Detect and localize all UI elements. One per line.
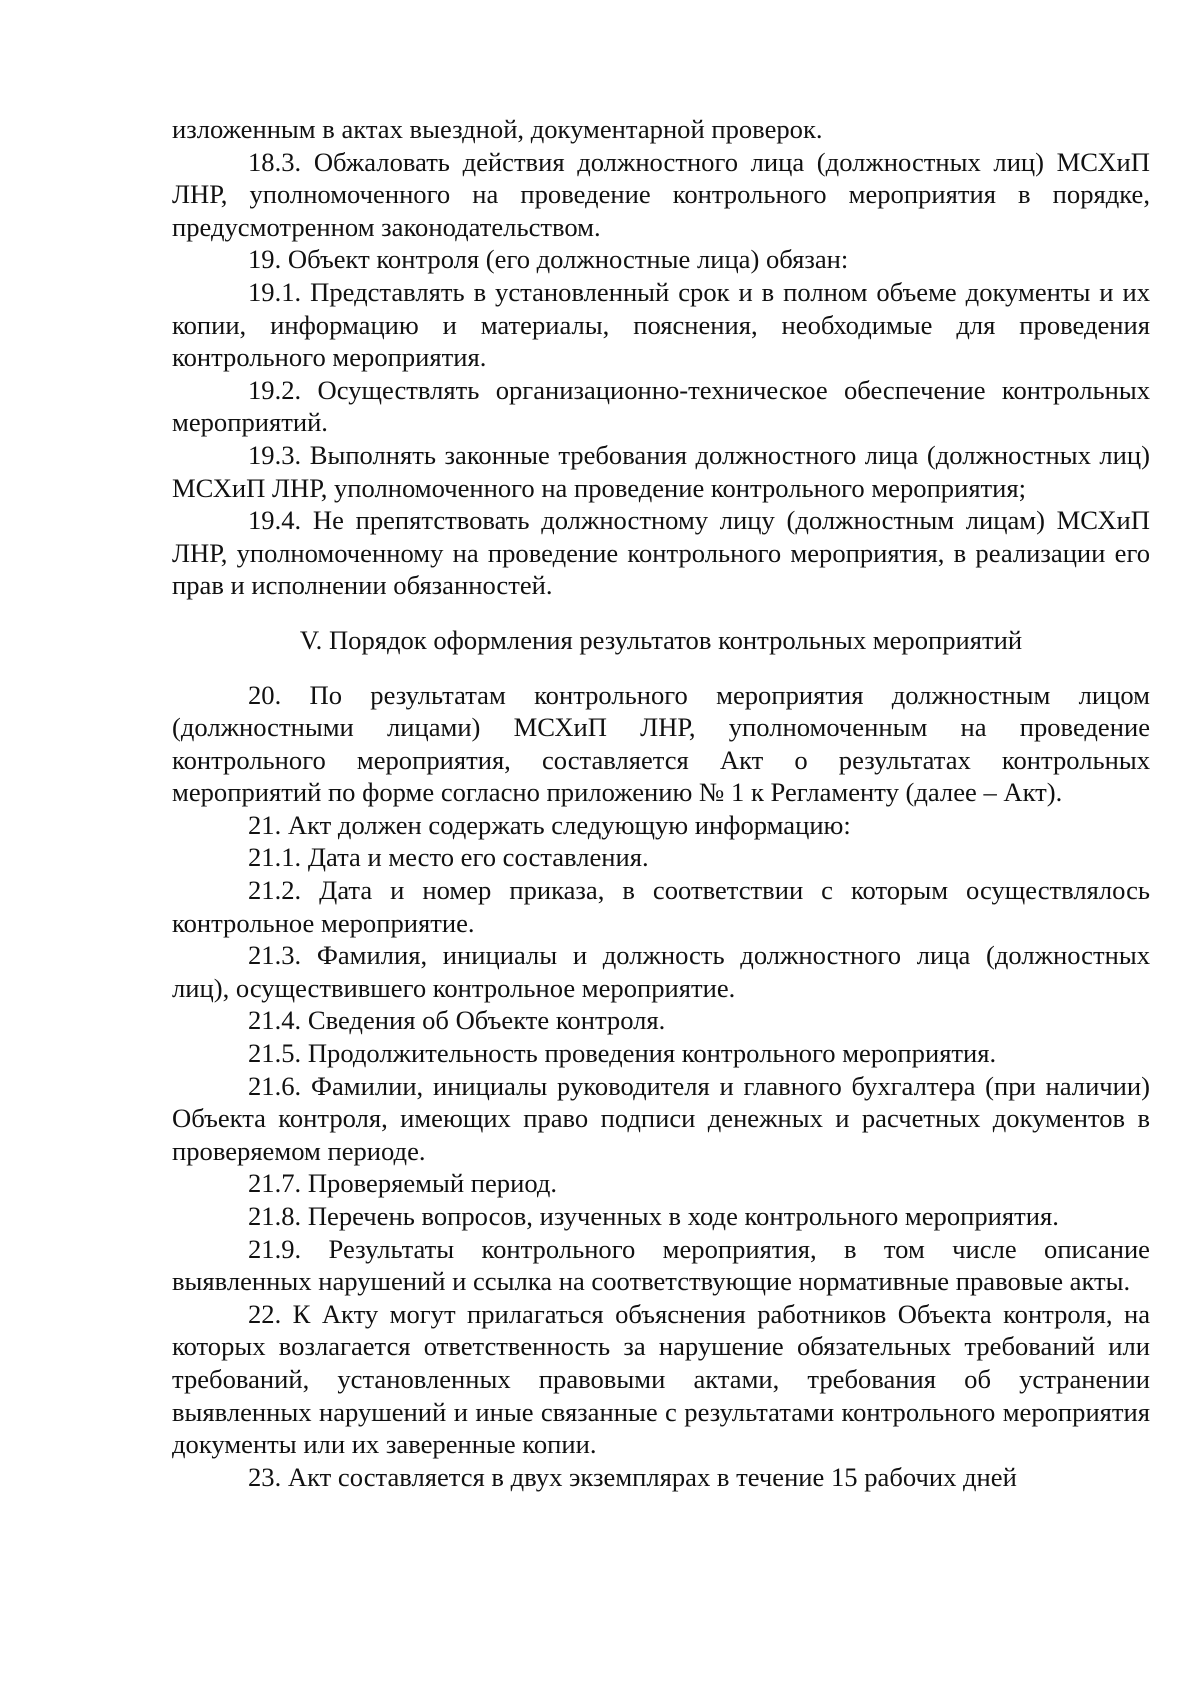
paragraph-22: 22. К Акту могут прилагаться объяснения работников Объекта контроля, на которых возлагается ответственность за нарушение обязательных требований или требований, установленных правовыми актами, требования об устранении выявленных нарушений и иные связанные с результатами контрольного мероприятия документы или их заверенные копии.	[172, 1298, 1150, 1460]
paragraph-21-2: 21.2. Дата и номер приказа, в соответствии с которым осуществлялось контрольное мероприятие.	[172, 875, 1150, 938]
paragraph-21-3: 21.3. Фамилия, инициалы и должность должностного лица (должностных лиц), осуществившего контрольное мероприятие.	[172, 940, 1150, 1003]
paragraph-continuation: изложенным в актах выездной, документарной проверок.	[172, 114, 823, 144]
paragraph-21-6: 21.6. Фамилии, инициалы руководителя и главного бухгалтера (при наличии) Объекта контроля, имеющих право подписи денежных и расчетных документов в проверяемом периоде.	[172, 1070, 1150, 1166]
paragraph-21-1: 21.1. Дата и место его составления.	[248, 842, 649, 873]
paragraph-21: 21. Акт должен содержать следующую информацию:	[248, 809, 851, 840]
paragraph-19-3: 19.3. Выполнять законные требования должностного лица (должностных лиц) МСХиП ЛНР, уполномоченного на проведение контрольного мероприятия;	[172, 439, 1150, 503]
paragraph-21-4: 21.4. Сведения об Объекте контроля.	[248, 1005, 666, 1036]
paragraph-18-3: 18.3. Обжаловать действия должностного лица (должностных лиц) МСХиП ЛНР, уполномоченного на проведение контрольного мероприятия в порядке, предусмотренном законодательством.	[172, 146, 1150, 242]
paragraph-19-2: 19.2. Осуществлять организационно-техническое обеспечение контрольных мероприятий.	[172, 374, 1150, 438]
paragraph-20: 20. По результатам контрольного мероприятия должностным лицом (должностными лицами) МСХиП ЛНР, уполномоченным на проведение контрольного мероприятия, составляется Акт о результатах контрольных мероприятий по форме согласно приложению № 1 к Регламенту (далее – Акт).	[172, 679, 1150, 808]
paragraph-19-1: 19.1. Представлять в установленный срок и в полном объеме документы и их копии, информацию и материалы, пояснения, необходимые для проведения контрольного мероприятия.	[172, 276, 1150, 373]
paragraph-21-8: 21.8. Перечень вопросов, изученных в ходе контрольного мероприятия.	[248, 1201, 1059, 1231]
paragraph-23: 23. Акт составляется в двух экземплярах в течение 15 рабочих дней	[248, 1461, 1017, 1492]
paragraph-21-7: 21.7. Проверяемый период.	[248, 1168, 558, 1199]
paragraph-19: 19. Объект контроля (его должностные лица) обязан:	[248, 244, 849, 275]
paragraph-21-5: 21.5. Продолжительность проведения контрольного мероприятия.	[248, 1038, 997, 1069]
section-heading: V. Порядок оформления результатов контрольных мероприятий	[299, 624, 1023, 655]
document-body	[172, 113, 1150, 1493]
paragraph-19-4: 19.4. Не препятствовать должностному лицу (должностным лицам) МСХиП ЛНР, уполномоченному на проведение контрольного мероприятия, в реализации его прав и исполнении обязанностей.	[172, 505, 1150, 601]
paragraph-21-9: 21.9. Результаты контрольного мероприятия, в том числе описание выявленных нарушений и ссылка на соответствующие нормативные правовые акты.	[172, 1233, 1150, 1297]
